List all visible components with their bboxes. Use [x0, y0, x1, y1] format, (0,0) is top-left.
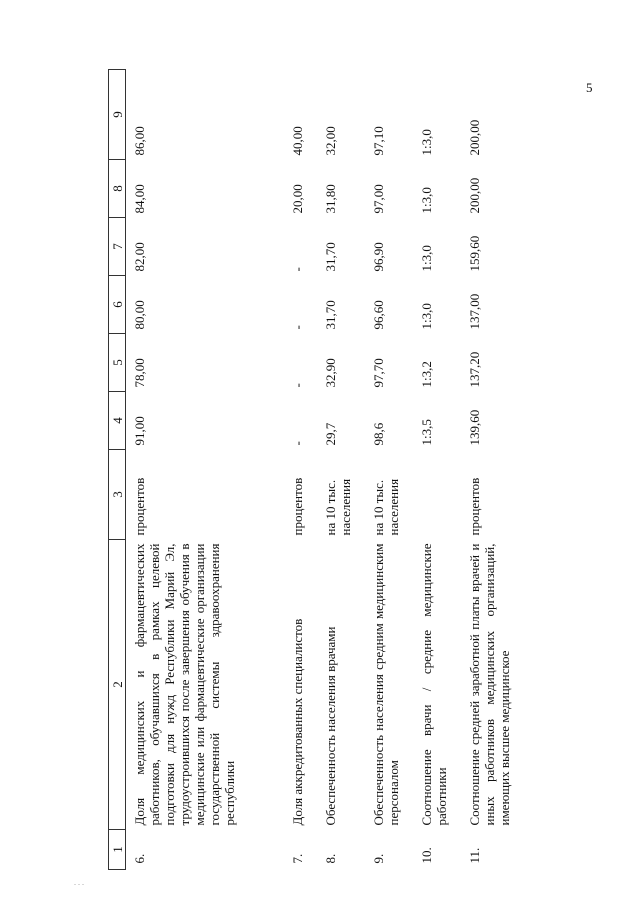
row-number: 9.	[371, 853, 386, 864]
table-row	[317, 70, 365, 870]
row-number: 10.	[419, 847, 434, 864]
unit	[413, 450, 461, 540]
value: 97,00	[371, 184, 386, 214]
value: -	[290, 383, 305, 388]
table-row	[365, 70, 413, 870]
table-row	[126, 70, 285, 870]
col-header-9: 9	[109, 70, 126, 160]
value: 29,7	[323, 422, 338, 446]
value: 86,00	[132, 126, 147, 156]
table-row	[413, 70, 461, 870]
row-number: 7.	[290, 853, 305, 864]
value: -	[290, 441, 305, 446]
col-header-1: 1	[109, 830, 126, 870]
rotated-table-container	[108, 70, 568, 870]
value: 40,00	[290, 126, 305, 156]
value: 82,00	[132, 242, 147, 272]
unit: на 10 тыс. населения	[323, 478, 353, 536]
value: 200,00	[467, 177, 482, 214]
unit: на 10 тыс. населения	[371, 478, 401, 536]
col-header-5: 5	[109, 334, 126, 392]
value: 98,6	[371, 422, 386, 446]
corner-mark: . . .	[74, 878, 84, 887]
value: 20,00	[290, 184, 305, 214]
value: 91,00	[132, 416, 147, 446]
col-header-7: 7	[109, 218, 126, 276]
value: 200,00	[467, 119, 482, 156]
value: 96,90	[371, 242, 386, 272]
value: 78,00	[132, 358, 147, 388]
table-row	[284, 70, 317, 870]
value: 137,00	[467, 293, 482, 330]
value: 96,60	[371, 300, 386, 330]
value: 1:3,0	[419, 187, 434, 214]
indicator-name: Доля аккредитованных специалистов	[290, 618, 305, 826]
value: 1:3,2	[419, 361, 434, 388]
col-header-8: 8	[109, 160, 126, 218]
indicators-table	[108, 69, 524, 870]
value: 31,80	[323, 184, 338, 214]
page-number: 5	[586, 80, 593, 95]
value: 31,70	[323, 242, 338, 272]
value: 84,00	[132, 184, 147, 214]
value: 31,70	[323, 300, 338, 330]
unit: процентов	[290, 477, 305, 536]
value: 137,20	[467, 351, 482, 388]
value: 159,60	[467, 235, 482, 272]
unit: процентов	[132, 477, 147, 536]
value: 139,60	[467, 409, 482, 446]
unit: процентов	[467, 477, 482, 536]
row-number: 8.	[323, 853, 338, 864]
col-header-4: 4	[109, 392, 126, 450]
value: 1:3,0	[419, 245, 434, 272]
value: 1:3,0	[419, 129, 434, 156]
col-header-3: 3	[109, 450, 126, 540]
row-number: 11.	[467, 847, 482, 864]
col-header-6: 6	[109, 276, 126, 334]
header-row	[109, 70, 126, 870]
indicator-name: Обеспеченность населения врачами	[323, 626, 338, 826]
indicator-name: Доля медицинских и фармацевтических работников, обучавшихся в рамках целевой подготовки для нужд Республики Марий Эл, трудоустроившихся после завершения обучения в медицинские или фармацевтические организации государственной системы здравоохранения республики	[132, 543, 237, 826]
value: -	[290, 325, 305, 330]
value: 32,90	[323, 358, 338, 388]
value: 32,00	[323, 126, 338, 156]
value: 1:3,0	[419, 303, 434, 330]
value: 97,70	[371, 358, 386, 388]
row-number: 6.	[132, 853, 147, 864]
value: 80,00	[132, 300, 147, 330]
value: 1:3,5	[419, 419, 434, 446]
table-row	[461, 70, 524, 870]
indicator-name: Обеспеченность населения средним медицинским персоналом	[371, 543, 401, 826]
indicator-name: Соотношение средней заработной платы врачей и иных работников медицинских организаций, имеющих высшее медицинское	[467, 543, 512, 826]
col-header-2: 2	[109, 540, 126, 830]
value: -	[290, 267, 305, 272]
value: 97,10	[371, 126, 386, 156]
indicator-name: Соотношение врачи / средние медицинские работники	[419, 543, 449, 826]
